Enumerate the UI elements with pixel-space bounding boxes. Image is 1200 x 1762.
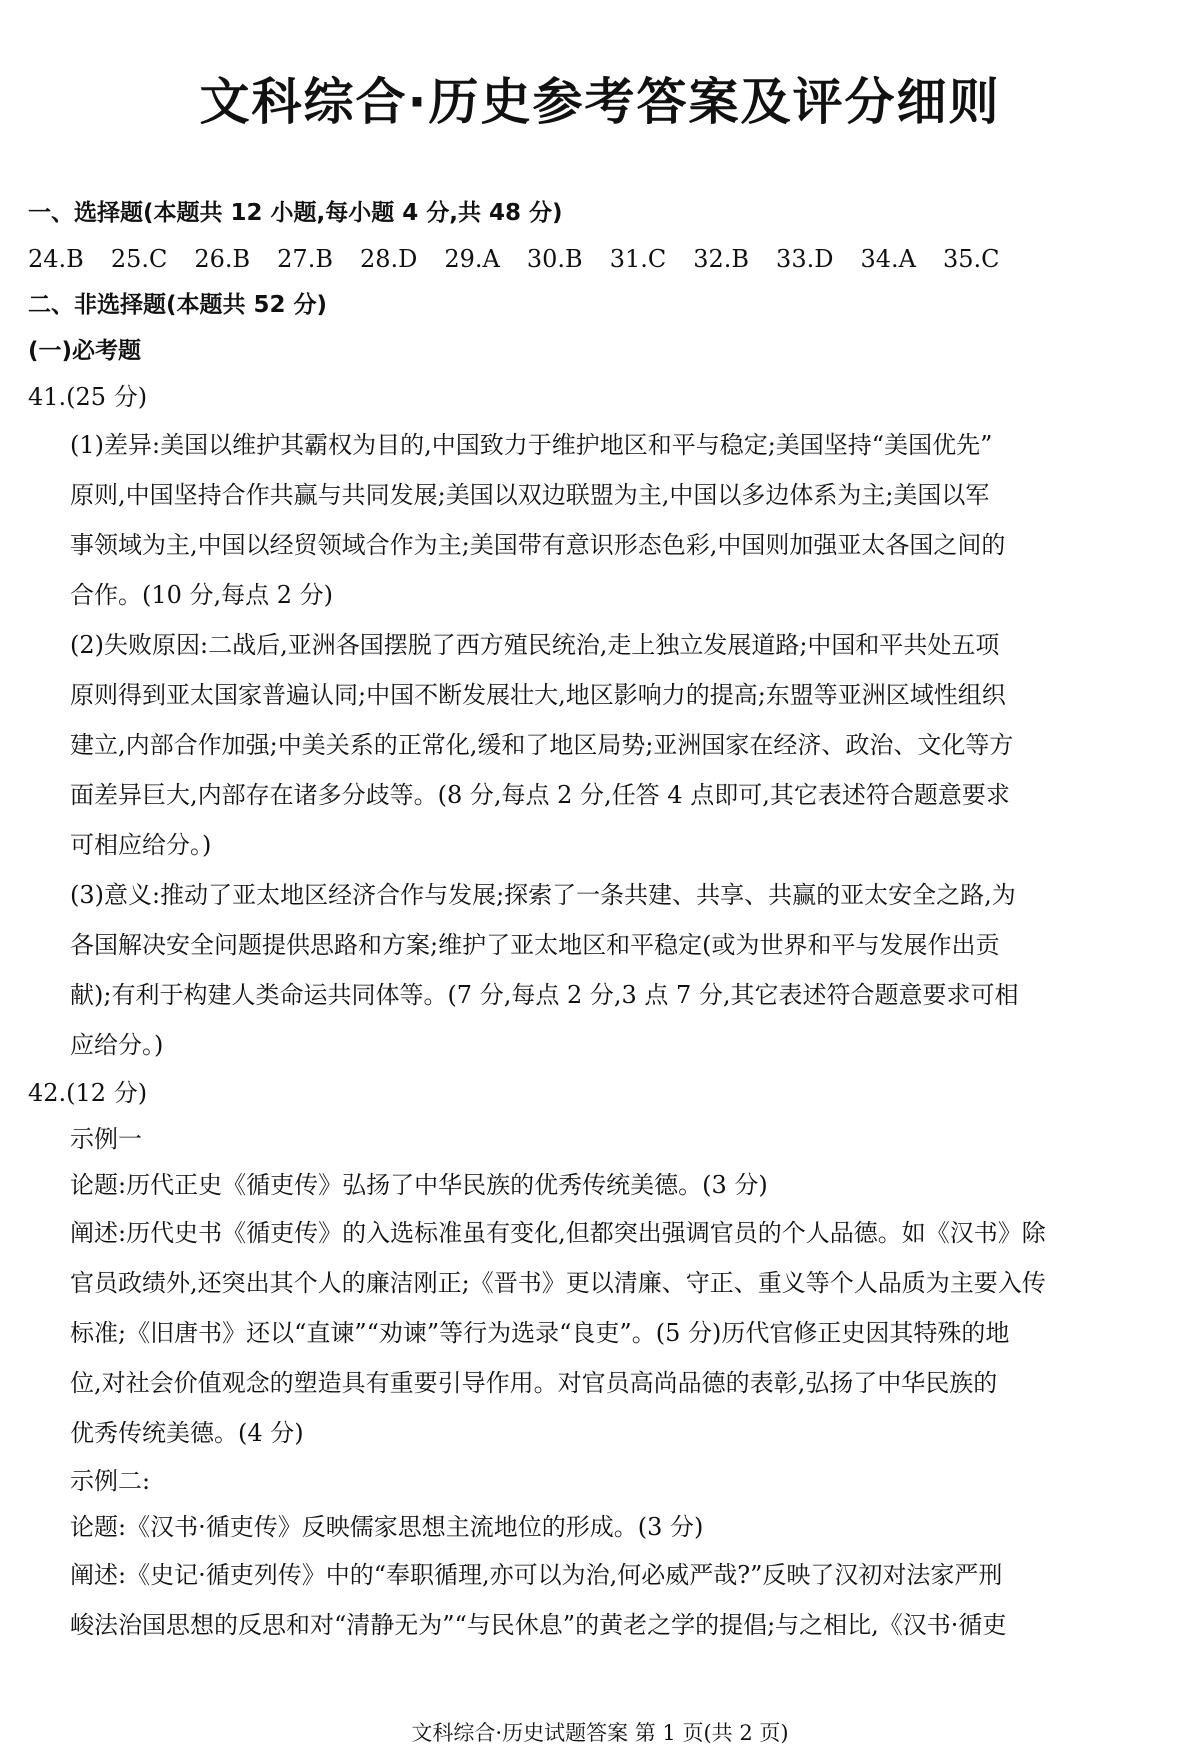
example2-topic: 论题:《汉书·循吏传》反映儒家思想主流地位的形成。(3 分) (70, 1513, 704, 1541)
paragraph-line: (3)意义:推动了亚太地区经济合作与发展;探索了一条共建、共享、共赢的亚太安全之路,为 (70, 881, 1016, 909)
paragraph-line: 合作。(10 分,每点 2 分) (70, 581, 334, 609)
paragraph-line: 建立,内部合作加强;中美关系的正常化,缓和了地区局势;亚洲国家在经济、政治、文化等方 (70, 731, 1014, 759)
paragraph-line: 各国解决安全问题提供思路和方案;维护了亚太地区和平稳定(或为世界和平与发展作出贡 (70, 931, 1000, 959)
section2-heading: 二、非选择题(本题共 52 分) (28, 292, 328, 318)
q42-header: 42.(12 分) (28, 1079, 148, 1107)
answer-item: 32.B (693, 245, 750, 273)
paragraph-line: 原则,中国坚持合作共赢与共同发展;美国以双边联盟为主,中国以多边体系为主;美国以军 (70, 481, 990, 509)
paragraph-line: 献);有利于构建人类命运共同体等。(7 分,每点 2 分,3 点 7 分,其它表述符合题意要求可相 (70, 981, 1019, 1009)
paragraph-line: 阐述:《史记·循吏列传》中的“奉职循理,亦可以为治,何必威严哉?”反映了汉初对法家严刑 (70, 1561, 1003, 1589)
answer-item: 24.B (28, 245, 84, 273)
q41-header: 41.(25 分) (28, 383, 148, 411)
paragraph-line: 可相应给分。) (70, 831, 212, 859)
paragraph-line: 位,对社会价值观念的塑造具有重要引导作用。对官员高尚品德的表彰,弘扬了中华民族的 (70, 1369, 998, 1397)
q41-part3 (28, 870, 1166, 1070)
answer-item: 25.C (110, 245, 168, 273)
answer-item: 30.B (526, 245, 583, 273)
answer-item: 28.D (359, 245, 418, 273)
paragraph-line: 官员政绩外,还突出其个人的廉洁刚正;《晋书》更以清廉、守正、重义等个人品质为主要入传 (70, 1269, 1046, 1297)
paragraph-line: 阐述:历代史书《循吏传》的入选标准虽有变化,但都突出强调官员的个人品德。如《汉书》除 (70, 1219, 1046, 1247)
choice-answers-row (28, 236, 1166, 282)
paragraph-line: 事领域为主,中国以经贸领域合作为主;美国带有意识形态色彩,中国则加强亚太各国之间的 (70, 531, 1006, 559)
q41-part2 (28, 620, 1166, 870)
section1-heading: 一、选择题(本题共 12 小题,每小题 4 分,共 48 分) (28, 200, 563, 226)
paragraph-line: 峻法治国思想的反思和对“清静无为”“与民休息”的黄老之学的提倡;与之相比,《汉书·循吏 (70, 1611, 1007, 1639)
answer-item: 26.B (194, 245, 251, 273)
answer-item: 33.D (776, 245, 834, 273)
answer-item: 31.C (609, 245, 667, 273)
paragraph-line: 面差异巨大,内部存在诸多分歧等。(8 分,每点 2 分,任答 4 点即可,其它表述符合题意要求 (70, 781, 1010, 809)
example1-topic: 论题:历代正史《循吏传》弘扬了中华民族的优秀传统美德。(3 分) (70, 1171, 768, 1199)
paragraph-line: 应给分。) (70, 1031, 164, 1059)
q41-part1 (28, 420, 1166, 620)
paragraph-line: (1)差异:美国以维护其霸权为目的,中国致力于维护地区和平与稳定;美国坚持“美国优先” (70, 431, 993, 459)
page-footer: 文科综合·历史试题答案 第 1 页(共 2 页) (411, 1721, 789, 1745)
answer-item: 27.B (277, 245, 333, 273)
content (28, 190, 1166, 1650)
example1-title: 示例一 (70, 1125, 142, 1153)
answer-item: 35.C (942, 245, 1000, 273)
example2-body (28, 1550, 1166, 1650)
paragraph-line: 优秀传统美德。(4 分) (70, 1419, 304, 1447)
paragraph-line: 标准;《旧唐书》还以“直谏”“劝谏”等行为选录“良吏”。(5 分)历代官修正史因其特殊的地 (70, 1319, 1010, 1347)
example2-title: 示例二: (70, 1467, 151, 1495)
paragraph-line: (2)失败原因:二战后,亚洲各国摆脱了西方殖民统治,走上独立发展道路;中国和平共处五项 (70, 631, 1000, 659)
required-questions-heading: (一)必考题 (28, 338, 142, 364)
page-title: 文科综合·历史参考答案及评分细则 (199, 73, 1001, 131)
answer-item: 34.A (860, 245, 916, 273)
answer-item: 29.A (444, 245, 500, 273)
example1-body (28, 1208, 1166, 1458)
paragraph-line: 原则得到亚太国家普遍认同;中国不断发展壮大,地区影响力的提高;东盟等亚洲区域性组织 (70, 681, 1006, 709)
